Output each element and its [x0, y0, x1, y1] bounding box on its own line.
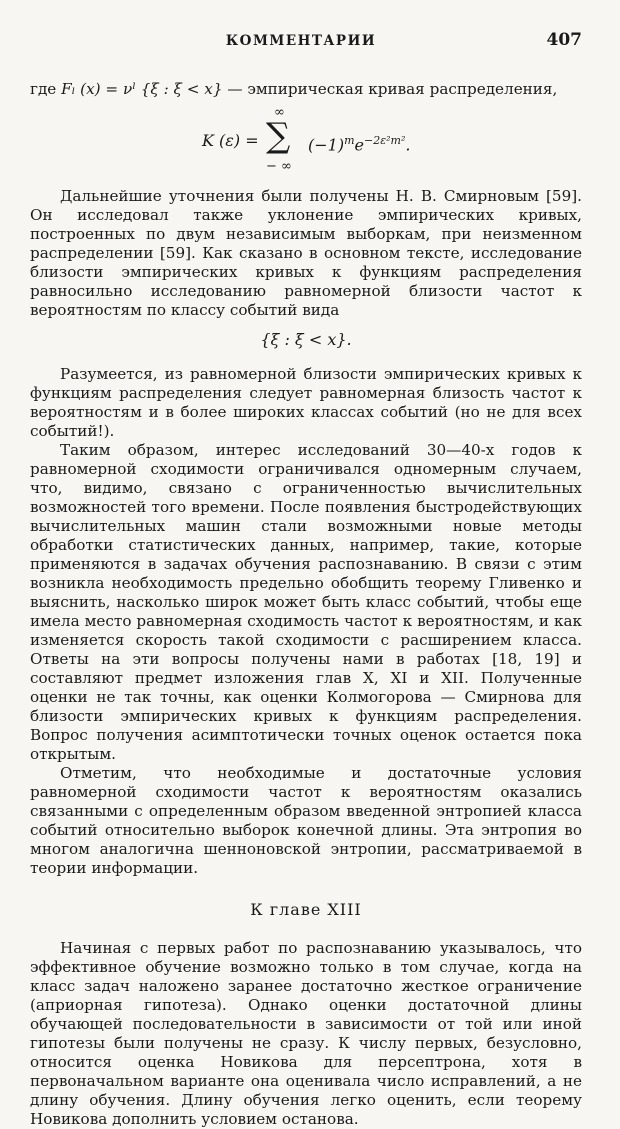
- formula-k-base-exp: m: [344, 134, 355, 147]
- section-heading-chapter-13: К главе XIII: [250, 900, 362, 919]
- formula-k-exp-base: e: [354, 135, 364, 155]
- sum-upper-limit: ∞: [274, 105, 285, 120]
- page-number: 407: [546, 30, 582, 50]
- paragraph-convergence-history: Таким образом, интерес исследований 30—40-х годов к равномерной сходимости ограничивался одномерным случаем, что, видимо, связано с ограниченностью вычислительных возможностей того времени. После появления быстродействующих вычислительных машин стали возможными новые методы обработки статистических данных, например, такие, которые применяются в задачах обучения распознаванию. В связи с этим возникла необходимость предельно обобщить теорему Гливенко и выяснить, насколько широк может быть класс событий, чтобы еще имела место равномерная сходимость частот к вероятностям, и как изменяется скорость такой сходимости с расширением класса. Ответы на эти вопросы получены нами в работах [18, 19] и составляют предмет изложения глав X, XI и XII. Полученные оценки не так точны, как оценки Колмогорова — Смирнова для близости эмпирических кривых к функциям распределения. Вопрос получения асимптотически точных оценок остается пока открытым.: [30, 441, 582, 763]
- intro-text: — эмпирическая кривая распределения,: [227, 80, 558, 98]
- paragraph-smirnov: Дальнейшие уточнения были получены Н. В. Смирновым [59]. Он исследовал также уклонение эмпирических кривых, построенных по двум независимым выборкам, при неизменном распределении [59]. Как сказано в основном тексте, исследование близости эмпирических кривых к функциям распределения равносильно исследованию равномерной близости частот к вероятностям по классу событий вида: [30, 187, 582, 319]
- intro-lead: где: [30, 80, 57, 98]
- formula-k-end: .: [405, 135, 411, 155]
- formula-k-rhs: [308, 131, 410, 154]
- paragraph-uniform-closeness: Разумеется, из равномерной близости эмпирических кривых к функциям распределения следует равномерная близость частот к вероятностям и в более широких классах событий (но не для всех событий!).: [30, 365, 582, 440]
- paragraph-novikov: Начиная с первых работ по распознаванию указывалось, что эффективное обучение возможно только в том случае, когда на класс задач наложено заранее достаточно жесткое ограничение (априорная гипотеза). Однако оценки достаточной длины обучающей последовательности в зависимости от той или иной гипотезы были получены не сразу. К числу первых, безусловно, относится оценка Новикова для персептрона, хотя в первоначальном варианте она оценивала число исправлений, а не длину обучения. Длину обучения легко оценить, если теорему Новикова дополнить условием останова.: [30, 939, 582, 1128]
- kolmogorov-formula: [30, 103, 582, 177]
- formula-k-base: (−1): [308, 135, 345, 155]
- sum-lower-limit: − ∞: [266, 159, 292, 174]
- page-header: [20, 30, 582, 52]
- formula-k-lhs: K (ε) =: [202, 131, 259, 150]
- page-body: [30, 80, 582, 1129]
- sum-symbol: ∑: [266, 116, 291, 156]
- event-class-formula: {ξ : ξ < x}.: [260, 330, 352, 349]
- paragraph-entropy: Отметим, что необходимые и достаточные условия равномерной сходимости частот к вероятностям оказались связанными с определенным образом введенной энтропией класса событий относительно выборок конечной длины. Эта энтропия во многом аналогична шенноновской энтропии, рассматриваемой в теории информации.: [30, 764, 582, 877]
- running-head: КОММЕНТАРИИ: [225, 33, 377, 49]
- formula-k-exp-power: −2ε²m²: [363, 134, 406, 147]
- empirical-curve-formula: Fₗ (x) = νˡ {ξ : ξ < x}: [61, 80, 223, 98]
- intro-line: [30, 80, 582, 99]
